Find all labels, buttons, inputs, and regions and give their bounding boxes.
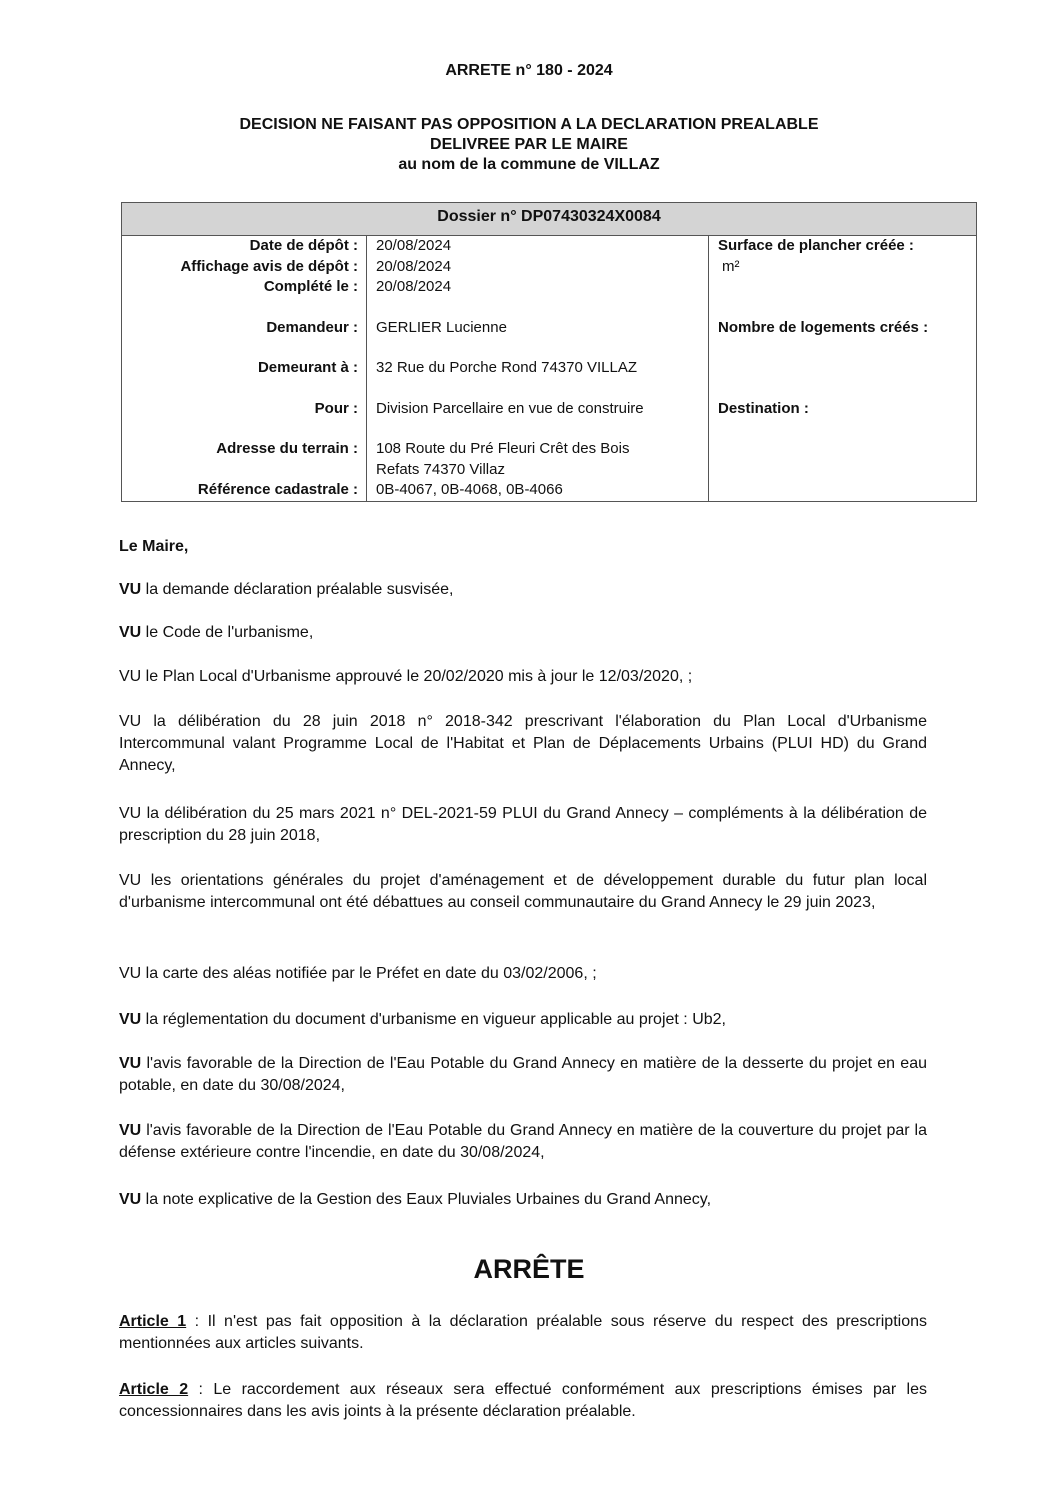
value-affichage: 20/08/2024 [376, 257, 452, 275]
value-date-depot: 20/08/2024 [376, 237, 452, 254]
value-demandeur: GERLIER Lucienne [376, 318, 507, 336]
vu-9: VU l'avis favorable de la Direction de l'Eau Potable du Grand Annecy en matière de la desserte du projet en eau potable, en date du 30/08/2024, [119, 1055, 927, 1094]
arrete-heading: ARRÊTE [473, 1254, 585, 1284]
label-date-depot: Date de dépôt : [249, 237, 358, 254]
subtitle-line-1: DECISION NE FAISANT PAS OPPOSITION A LA DECLARATION PREALABLE [239, 116, 819, 133]
dossier-values [367, 236, 709, 502]
vu-11: VU la note explicative de la Gestion des Eaux Pluviales Urbaines du Grand Annecy, [119, 1191, 712, 1208]
vu-5: VU la délibération du 25 mars 2021 n° DEL-2021-59 PLUI du Grand Annecy – compléments à la délibération de prescription du 28 juin 2018, [119, 805, 927, 844]
label-adresse: Adresse du terrain : [216, 440, 358, 457]
dossier-right [709, 236, 977, 502]
surface-label: Surface de plancher créée : [718, 237, 914, 254]
label-affichage: Affichage avis de dépôt : [180, 257, 358, 275]
vu-8: VU la réglementation du document d'urbanisme en vigueur applicable au projet : Ub2, [119, 1011, 726, 1028]
label-demeurant: Demeurant à : [257, 359, 358, 376]
article-2: Article 2 : Le raccordement aux réseaux sera effectué conformément aux prescriptions émises par les concessionnaires dans les avis joints à la présente déclaration préalable. [119, 1381, 928, 1420]
subtitle-line-3: au nom de la commune de VILLAZ [398, 156, 660, 173]
value-complete: 20/08/2024 [376, 278, 452, 295]
vu-6: VU les orientations générales du projet d'aménagement et de développement durable du futur plan local d'urbanisme intercommunal ont été débattues au conseil communautaire du Grand Annecy le 29 juin 2023, [119, 872, 927, 911]
value-demeurant: 32 Rue du Porche Rond 74370 VILLAZ [376, 359, 638, 376]
value-adresse-1: 108 Route du Pré Fleuri Crêt des Bois [376, 440, 630, 457]
decree-title: ARRETE n° 180 - 2024 [445, 62, 613, 79]
dossier-heading: Dossier n° DP07430324X0084 [122, 203, 977, 236]
decree-subtitle [0, 115, 1058, 175]
dossier-labels [122, 236, 367, 502]
vu-1: VU la demande déclaration préalable susvisée, [119, 581, 454, 598]
value-pour: Division Parcellaire en vue de construire [376, 399, 644, 417]
dossier-table [121, 202, 977, 502]
label-pour: Pour : [314, 399, 358, 417]
surface-unit: m² [722, 257, 740, 275]
destination-label: Destination : [718, 399, 809, 417]
subtitle-line-2: DELIVREE PAR LE MAIRE [430, 136, 628, 153]
logements-label: Nombre de logements créés : [718, 318, 929, 336]
vu-10: VU l'avis favorable de la Direction de l'Eau Potable du Grand Annecy en matière de la couverture du projet par la défense extérieure contre l'incendie, en date du 30/08/2024, [119, 1122, 927, 1161]
value-reference: 0B-4067, 0B-4068, 0B-4066 [376, 481, 563, 498]
vu-3: VU le Plan Local d'Urbanisme approuvé le 20/02/2020 mis à jour le 12/03/2020, ; [119, 668, 693, 685]
label-demandeur: Demandeur : [266, 318, 358, 336]
article-1: Article 1 : Il n'est pas fait opposition à la déclaration préalable sous réserve du respect des prescriptions mentionnées aux articles suivants. [119, 1313, 927, 1352]
label-complete: Complété le : [263, 278, 358, 295]
label-reference: Référence cadastrale : [197, 481, 358, 498]
vu-7: VU la carte des aléas notifiée par le Préfet en date du 03/02/2006, ; [119, 965, 597, 982]
vu-4: VU la délibération du 28 juin 2018 n° 2018-342 prescrivant l'élaboration du Plan Local d'Urbanisme Intercommunal valant Programme Local de l'Habitat et Plan de Déplacements Urbains (PLUI HD) du Grand Annecy, [119, 713, 927, 774]
vu-2: VU le Code de l'urbanisme, [119, 624, 314, 641]
value-adresse-2: Refats 74370 Villaz [376, 460, 505, 478]
le-maire: Le Maire, [119, 538, 189, 555]
